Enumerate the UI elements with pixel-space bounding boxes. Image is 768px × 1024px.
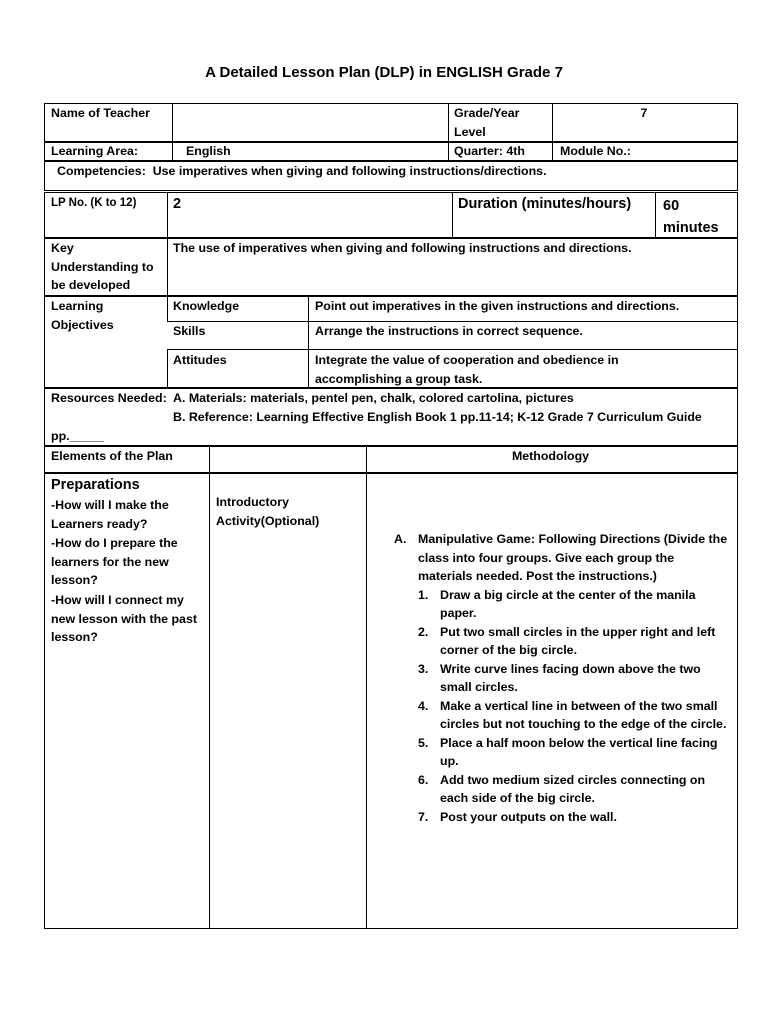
step-text: Put two small circles in the upper right and left corner of the big circle. xyxy=(440,624,716,657)
introductory-activity-label: Introductory Activity(Optional) xyxy=(216,495,320,528)
step-text: Post your outputs on the wall. xyxy=(440,809,617,824)
duration-value: 60 minutes xyxy=(663,198,719,236)
methodology-steps xyxy=(394,586,730,827)
item-a-text: Manipulative Game: Following Directions (Divide the class into four groups. Give each group the materials needed. Post the instructions.) xyxy=(418,532,728,583)
step-number: 7. xyxy=(418,809,429,824)
key-understanding-value: The use of imperatives when giving and following instructions and directions. xyxy=(173,241,632,255)
list-item xyxy=(418,734,730,771)
plan-header-middle-cell xyxy=(209,445,367,474)
step-number: 6. xyxy=(418,772,429,787)
lp-label: LP No. (K to 12) xyxy=(51,197,137,209)
objective-domain-skills: Skills xyxy=(173,324,206,338)
list-item xyxy=(418,623,730,660)
step-number: 1. xyxy=(418,587,429,602)
module-label: Module No.: xyxy=(560,144,631,158)
step-number: 4. xyxy=(418,698,429,713)
grade-value: 7 xyxy=(640,106,648,120)
list-item xyxy=(418,771,730,808)
preparation-question-3: -How will I connect my new lesson with the past lesson? xyxy=(51,593,197,644)
resources-reference: B. Reference: Learning Effective English Book 1 pp.11-14; K-12 Grade 7 Curriculum Guide xyxy=(173,410,702,424)
methodology-item-a xyxy=(394,530,730,586)
methodology-header: Methodology xyxy=(511,449,590,463)
teacher-label: Name of Teacher xyxy=(51,106,150,120)
competencies-text: Competencies: Use imperatives when giving and following instructions/directions. xyxy=(57,164,547,178)
objective-text-knowledge: Point out imperatives in the given instructions and directions. xyxy=(315,299,680,313)
item-a-marker: A. xyxy=(394,532,407,546)
resources-materials: A. Materials: materials, pentel pen, chalk, colored cartolina, pictures xyxy=(173,391,574,405)
list-item xyxy=(418,660,730,697)
step-number: 2. xyxy=(418,624,429,639)
list-item xyxy=(418,808,730,827)
step-text: Write curve lines facing down above the two small circles. xyxy=(440,661,701,694)
area-label: Learning Area: xyxy=(51,144,138,158)
grade-label: Grade/Year Level xyxy=(454,106,520,139)
objectives-label: Learning Objectives xyxy=(51,299,114,332)
objective-text-skills: Arrange the instructions in correct sequence. xyxy=(315,324,583,338)
objective-text-attitudes: Integrate the value of cooperation and obedience in accomplishing a group task. xyxy=(315,353,619,386)
duration-label: Duration (minutes/hours) xyxy=(458,196,632,212)
resources-pages: pp._____ xyxy=(51,429,105,443)
preparation-question-2: -How do I prepare the learners for the new lesson? xyxy=(51,536,178,587)
preparation-question-1: -How will I make the Learners ready? xyxy=(51,498,169,531)
area-value: English xyxy=(186,144,231,158)
lp-value: 2 xyxy=(173,196,182,212)
step-text: Draw a big circle at the center of the manila paper. xyxy=(440,587,696,620)
objective-domain-knowledge: Knowledge xyxy=(173,299,240,313)
teacher-value-cell xyxy=(172,103,449,143)
methodology-list xyxy=(394,530,730,826)
lp-value-cell xyxy=(167,192,453,239)
step-text: Place a half moon below the vertical line facing up. xyxy=(440,735,718,768)
step-number: 5. xyxy=(418,735,429,750)
list-item xyxy=(418,697,730,734)
objective-domain-attitudes: Attitudes xyxy=(173,353,227,367)
step-number: 3. xyxy=(418,661,429,676)
step-text: Make a vertical line in between of the two small circles but not touching to the edge of the circle. xyxy=(440,698,727,731)
preparations-heading: Preparations xyxy=(51,477,140,493)
resources-label: Resources Needed: xyxy=(51,391,167,405)
list-item xyxy=(418,586,730,623)
document-title: A Detailed Lesson Plan (DLP) in ENGLISH Grade 7 xyxy=(205,64,563,81)
elements-header: Elements of the Plan xyxy=(51,449,173,463)
quarter-label: Quarter: 4th xyxy=(454,144,525,158)
key-understanding-label: Key Understanding to be developed xyxy=(51,241,154,292)
activity-column xyxy=(209,472,367,929)
step-text: Add two medium sized circles connecting on each side of the big circle. xyxy=(440,772,706,805)
